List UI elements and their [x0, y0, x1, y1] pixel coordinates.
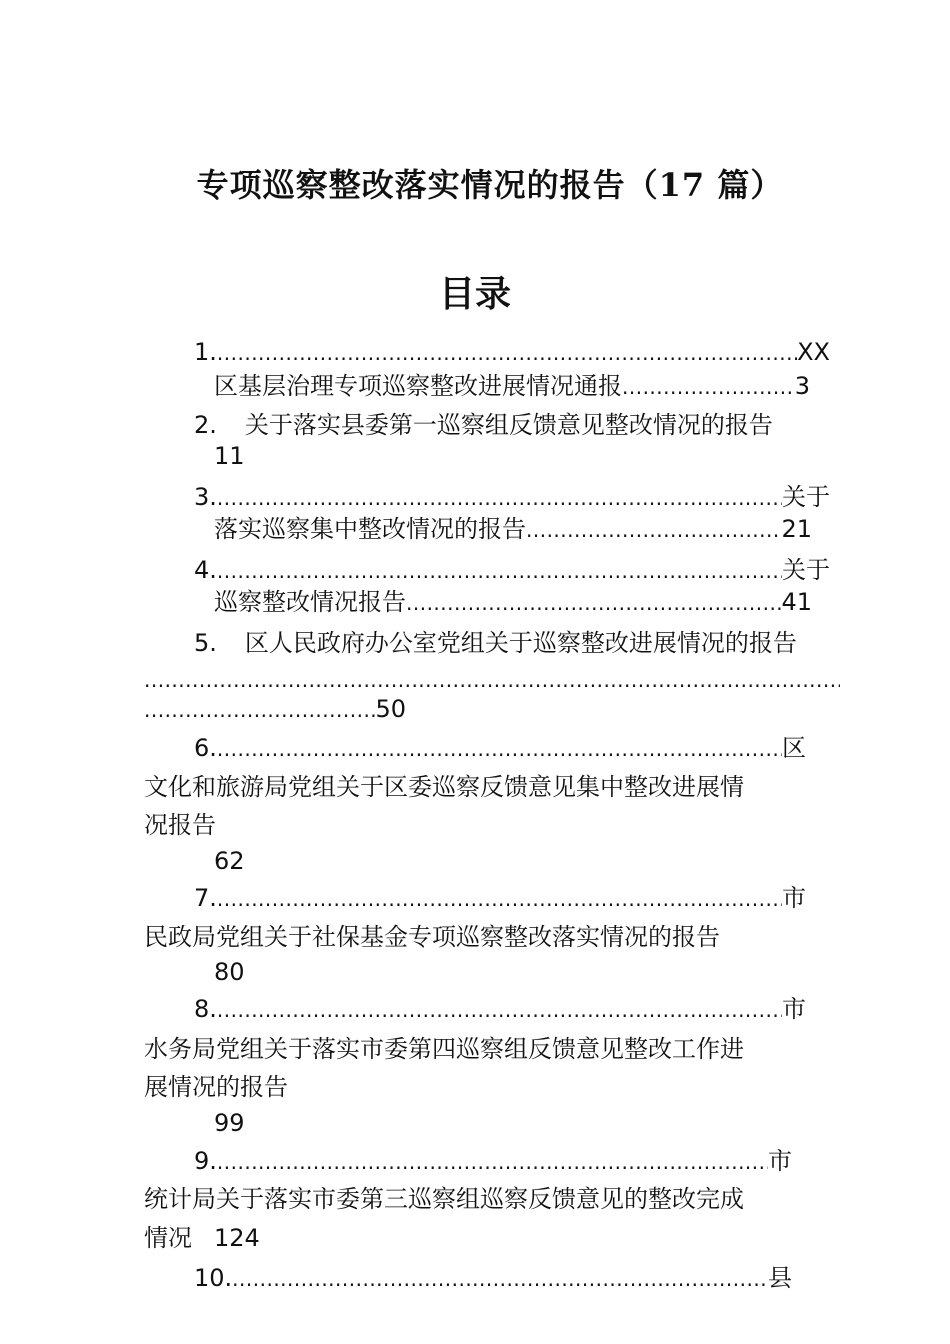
dot-leader: [144, 694, 375, 725]
toc-entry-head-text: XX: [797, 338, 830, 366]
toc-entry-head-text: 区: [782, 734, 806, 762]
toc-entry-2-page: 11: [214, 442, 245, 470]
toc-entry-number: 4.: [194, 556, 217, 584]
dot-leader: [144, 664, 840, 695]
document-title: 专项巡察整改落实情况的报告（17 篇）: [196, 166, 784, 204]
toc-entry-number: 6.: [194, 734, 217, 762]
dot-leader: [217, 482, 782, 513]
toc-entry-number: 9.: [194, 1147, 217, 1175]
dot-leader: [217, 1146, 768, 1177]
toc-entry-number: 3.: [194, 483, 217, 511]
toc-entry-number: 1.: [194, 338, 217, 366]
toc-entry-8-line1: 水务局党组关于落实市委第四巡察组反馈意见整改工作进: [144, 1035, 744, 1063]
toc-entry-page: 21: [781, 515, 812, 543]
toc-entry-6-line2: 况报告: [144, 811, 216, 839]
toc-entry-text: 落实巡察集中整改情况的报告: [214, 515, 526, 543]
toc-entry-head-text: 市: [768, 1147, 792, 1175]
toc-entry-6-line1: 文化和旅游局党组关于区委巡察反馈意见集中整改进展情: [144, 773, 744, 801]
dot-leader: [232, 1263, 768, 1294]
toc-entry-8-page: 99: [214, 1109, 245, 1137]
toc-heading: 目录: [438, 273, 511, 315]
toc-entry-7-line1: 民政局党组关于社保基金专项巡察整改落实情况的报告: [144, 923, 720, 951]
dot-leader: [217, 555, 782, 586]
dot-leader: [217, 733, 782, 764]
dot-leader: [526, 514, 781, 545]
dot-leader: [622, 371, 795, 402]
toc-entry-number: 2.: [194, 411, 217, 439]
toc-entry-9-line1: 统计局关于落实市委第三巡察组巡察反馈意见的整改完成: [144, 1185, 744, 1213]
toc-entry-head-text: 关于: [782, 483, 830, 511]
toc-entry-text: 区人民政府办公室党组关于巡察整改进展情况的报告: [244, 629, 797, 657]
toc-entry-number: 10.: [194, 1264, 233, 1292]
toc-entry-9-line2[interactable]: [144, 1223, 260, 1253]
toc-entry-text: 关于落实县委第一巡察组反馈意见整改情况的报告: [244, 411, 773, 439]
dot-leader: [217, 337, 797, 368]
toc-entry-1-head[interactable]: [194, 337, 830, 368]
dot-leader: [406, 587, 781, 618]
toc-entry-head-text: 市: [782, 884, 806, 912]
toc-entry-2-title[interactable]: [194, 410, 834, 440]
toc-entry-text: 情况: [144, 1224, 192, 1252]
toc-entry-5-leader: [144, 664, 840, 695]
toc-entry-7-page: 80: [214, 958, 245, 986]
toc-entry-5-page-line[interactable]: [144, 694, 406, 725]
toc-entry-3-head[interactable]: [194, 482, 830, 513]
toc-entry-6-head[interactable]: [194, 733, 806, 764]
toc-entry-number: 8.: [194, 995, 217, 1023]
toc-entry-4-head[interactable]: [194, 555, 830, 586]
toc-entry-page: 3: [794, 372, 810, 400]
toc-entry-page: 124: [214, 1224, 260, 1252]
toc-entry-head-text: 县: [768, 1264, 792, 1292]
dot-leader: [217, 994, 782, 1025]
toc-entry-6-page: 62: [214, 847, 245, 875]
dot-leader: [217, 883, 782, 914]
toc-entry-head-text: 关于: [782, 556, 830, 584]
toc-entry-number: 7.: [194, 884, 217, 912]
toc-entry-9-head[interactable]: [194, 1146, 792, 1177]
toc-entry-page: 50: [375, 695, 406, 723]
toc-entry-text: 区基层治理专项巡察整改进展情况通报: [214, 372, 622, 400]
toc-entry-1-title[interactable]: [214, 371, 810, 402]
toc-entry-10-head[interactable]: [194, 1263, 792, 1294]
toc-entry-3-title[interactable]: [214, 514, 812, 545]
toc-entry-text: 巡察整改情况报告: [214, 588, 406, 616]
toc-entry-8-head[interactable]: [194, 994, 806, 1025]
toc-entry-page: 41: [781, 588, 812, 616]
toc-entry-head-text: 市: [782, 995, 806, 1023]
toc-entry-7-head[interactable]: [194, 883, 806, 914]
toc-entry-4-title[interactable]: [214, 587, 812, 618]
toc-entry-number: 5.: [194, 629, 217, 657]
toc-entry-8-line2: 展情况的报告: [144, 1073, 288, 1101]
toc-entry-5-title[interactable]: [194, 628, 844, 658]
